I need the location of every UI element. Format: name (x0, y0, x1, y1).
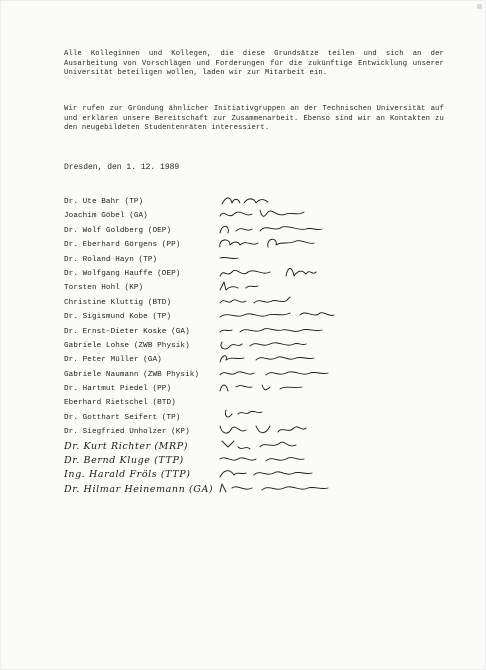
signatory-list (64, 195, 464, 497)
signatory-name: Ing. Harald Fröls (TTP) (64, 469, 191, 481)
signatory-name: Dr. Kurt Richter (MRP) (64, 440, 189, 452)
signatory-name: Dr. Wolf Goldberg (OEP) (64, 226, 172, 235)
signatory-row (64, 483, 464, 497)
signatory-name: Dr. Hartmut Piedel (PP) (64, 385, 172, 394)
signatory-name: Dr. Peter Müller (GA) (64, 356, 162, 365)
signatory-name: Dr. Hilmar Heinemann (GA) (64, 483, 214, 495)
signatory-name: Dr. Wolfgang Hauffe (OEP) (64, 269, 181, 278)
date-line: Dresden, den 1. 12. 1989 (64, 163, 180, 172)
signatory-name: Dr. Gotthart Seifert (TP) (64, 413, 181, 422)
staple-mark (477, 4, 482, 9)
signatory-name: Eberhard Rietschel (BTD) (64, 399, 176, 408)
signatory-name: Christine Kluttig (BTD) (64, 298, 172, 307)
handwritten-signature (216, 480, 376, 498)
signatory-row (64, 382, 464, 396)
signatory-name: Dr. Siegfried Unholzer (KP) (64, 428, 190, 437)
paragraph-call-to-action: Wir rufen zur Gründung ähnlicher Initiativgruppen an der Technischen Universität auf und erklären unsere Bereitschaft zur Zusammenarbeit. Ebenso sind wir an Kontakten zu den neugebildeten Studentenräten interessiert. (64, 105, 444, 133)
signatory-name: Gabriele Lohse (ZWB Physik) (64, 341, 190, 350)
signatory-name: Dr. Roland Hayn (TP) (64, 255, 158, 264)
handwritten-signature (216, 379, 376, 397)
signatory-name: Dr. Ute Bahr (TP) (64, 198, 144, 206)
paragraph-invitation: Alle Kolleginnen und Kollegen, die diese Grundsätze teilen und sich an der Ausarbeitung von Vorschlägen und Forderungen für die zukünftige Entwicklung unserer Universität beteiligen wollen, laden wir zur Mitarbeit ein. (64, 50, 444, 78)
signatory-name: Joachim Göbel (GA) (64, 212, 148, 221)
signatory-name: Gabriele Naumann (ZWB Physik) (64, 370, 200, 379)
signatory-name: Dr. Sigismund Kobe (TP) (64, 313, 172, 322)
signatory-name: Dr. Eberhard Görgens (PP) (64, 241, 181, 250)
signatory-name: Torsten Hohl (KP) (64, 284, 144, 293)
signatory-name: Dr. Ernst-Dieter Koske (GA) (64, 327, 190, 336)
signatory-name: Dr. Bernd Kluge (TTP) (64, 455, 184, 467)
